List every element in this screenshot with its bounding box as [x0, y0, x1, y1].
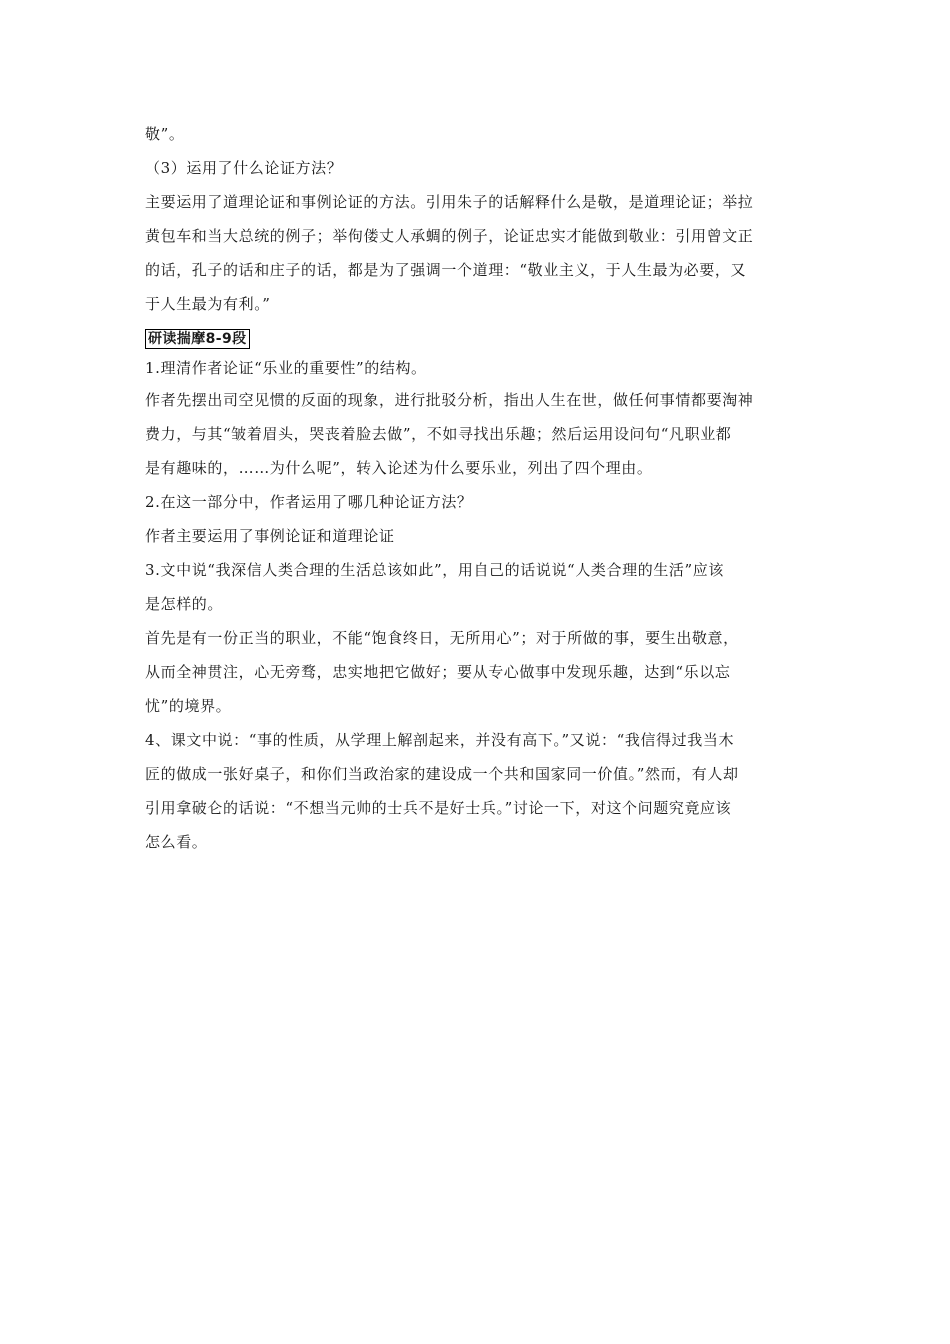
answer-3-line-3: 的话，孔子的话和庄子的话，都是为了强调一个道理：“敬业主义，于人生最为必要，又 — [145, 261, 747, 279]
section-q3-line-1: 3.文中说“我深信人类合理的生活总该如此”，用自己的话说说“人类合理的生活”应该 — [145, 561, 724, 579]
answer-3-line-4: 于人生最为有利。” — [145, 295, 271, 313]
section-q3-line-2: 是怎样的。 — [145, 595, 224, 613]
answer-3-line-1: 主要运用了道理论证和事例论证的方法。引用朱子的话解释什么是敬，是道理论证；举拉 — [145, 193, 754, 211]
paragraph-continuation: 敬”。 — [145, 125, 185, 143]
section-a3-line-3: 忧”的境界。 — [145, 697, 232, 715]
question-3: （3）运用了什么论证方法？ — [145, 159, 343, 177]
section-q1: 1.理清作者论证“乐业的重要性”的结构。 — [145, 359, 427, 377]
section-a1-line-1: 作者先摆出司空见惯的反面的现象，进行批驳分析，指出人生在世，做任何事情都要淘神 — [145, 391, 754, 409]
section-a3-line-2: 从而全神贯注，心无旁骛，忠实地把它做好；要从专心做事中发现乐趣，达到“乐以忘 — [145, 663, 731, 681]
section-q4-line-3: 引用拿破仑的话说：“不想当元帅的士兵不是好士兵。”讨论一下，对这个问题究竟应该 — [145, 799, 732, 817]
section-q4-line-4: 怎么看。 — [145, 833, 208, 851]
answer-3-line-2: 黄包车和当大总统的例子；举佝偻丈人承蜩的例子，论证忠实才能做到敬业：引用曾文正 — [145, 227, 754, 245]
section-a3-line-1: 首先是有一份正当的职业，不能“饱食终日，无所用心”；对于所做的事，要生出敬意， — [145, 629, 739, 647]
section-a1-line-2: 费力，与其“皱着眉头，哭丧着脸去做”，不如寻找出乐趣；然后运用设问句“凡职业都 — [145, 425, 732, 443]
section-a2: 作者主要运用了事例论证和道理论证 — [145, 527, 395, 545]
section-heading-wrapper — [145, 321, 815, 353]
section-q2: 2.在这一部分中，作者运用了哪几种论证方法？ — [145, 493, 473, 511]
section-q4-line-2: 匠的做成一张好桌子，和你们当政治家的建设成一个共和国家同一价值。”然而，有人却 — [145, 765, 739, 783]
section-a1-line-3: 是有趣味的，……为什么呢”，转入论述为什么要乐业，列出了四个理由。 — [145, 459, 653, 477]
section-heading: 研读揣摩8-9段 — [145, 329, 250, 349]
section-q4-line-1: 4、课文中说：“事的性质，从学理上解剖起来，并没有高下。”又说：“我信得过我当木 — [145, 731, 735, 749]
document-body — [145, 117, 815, 859]
